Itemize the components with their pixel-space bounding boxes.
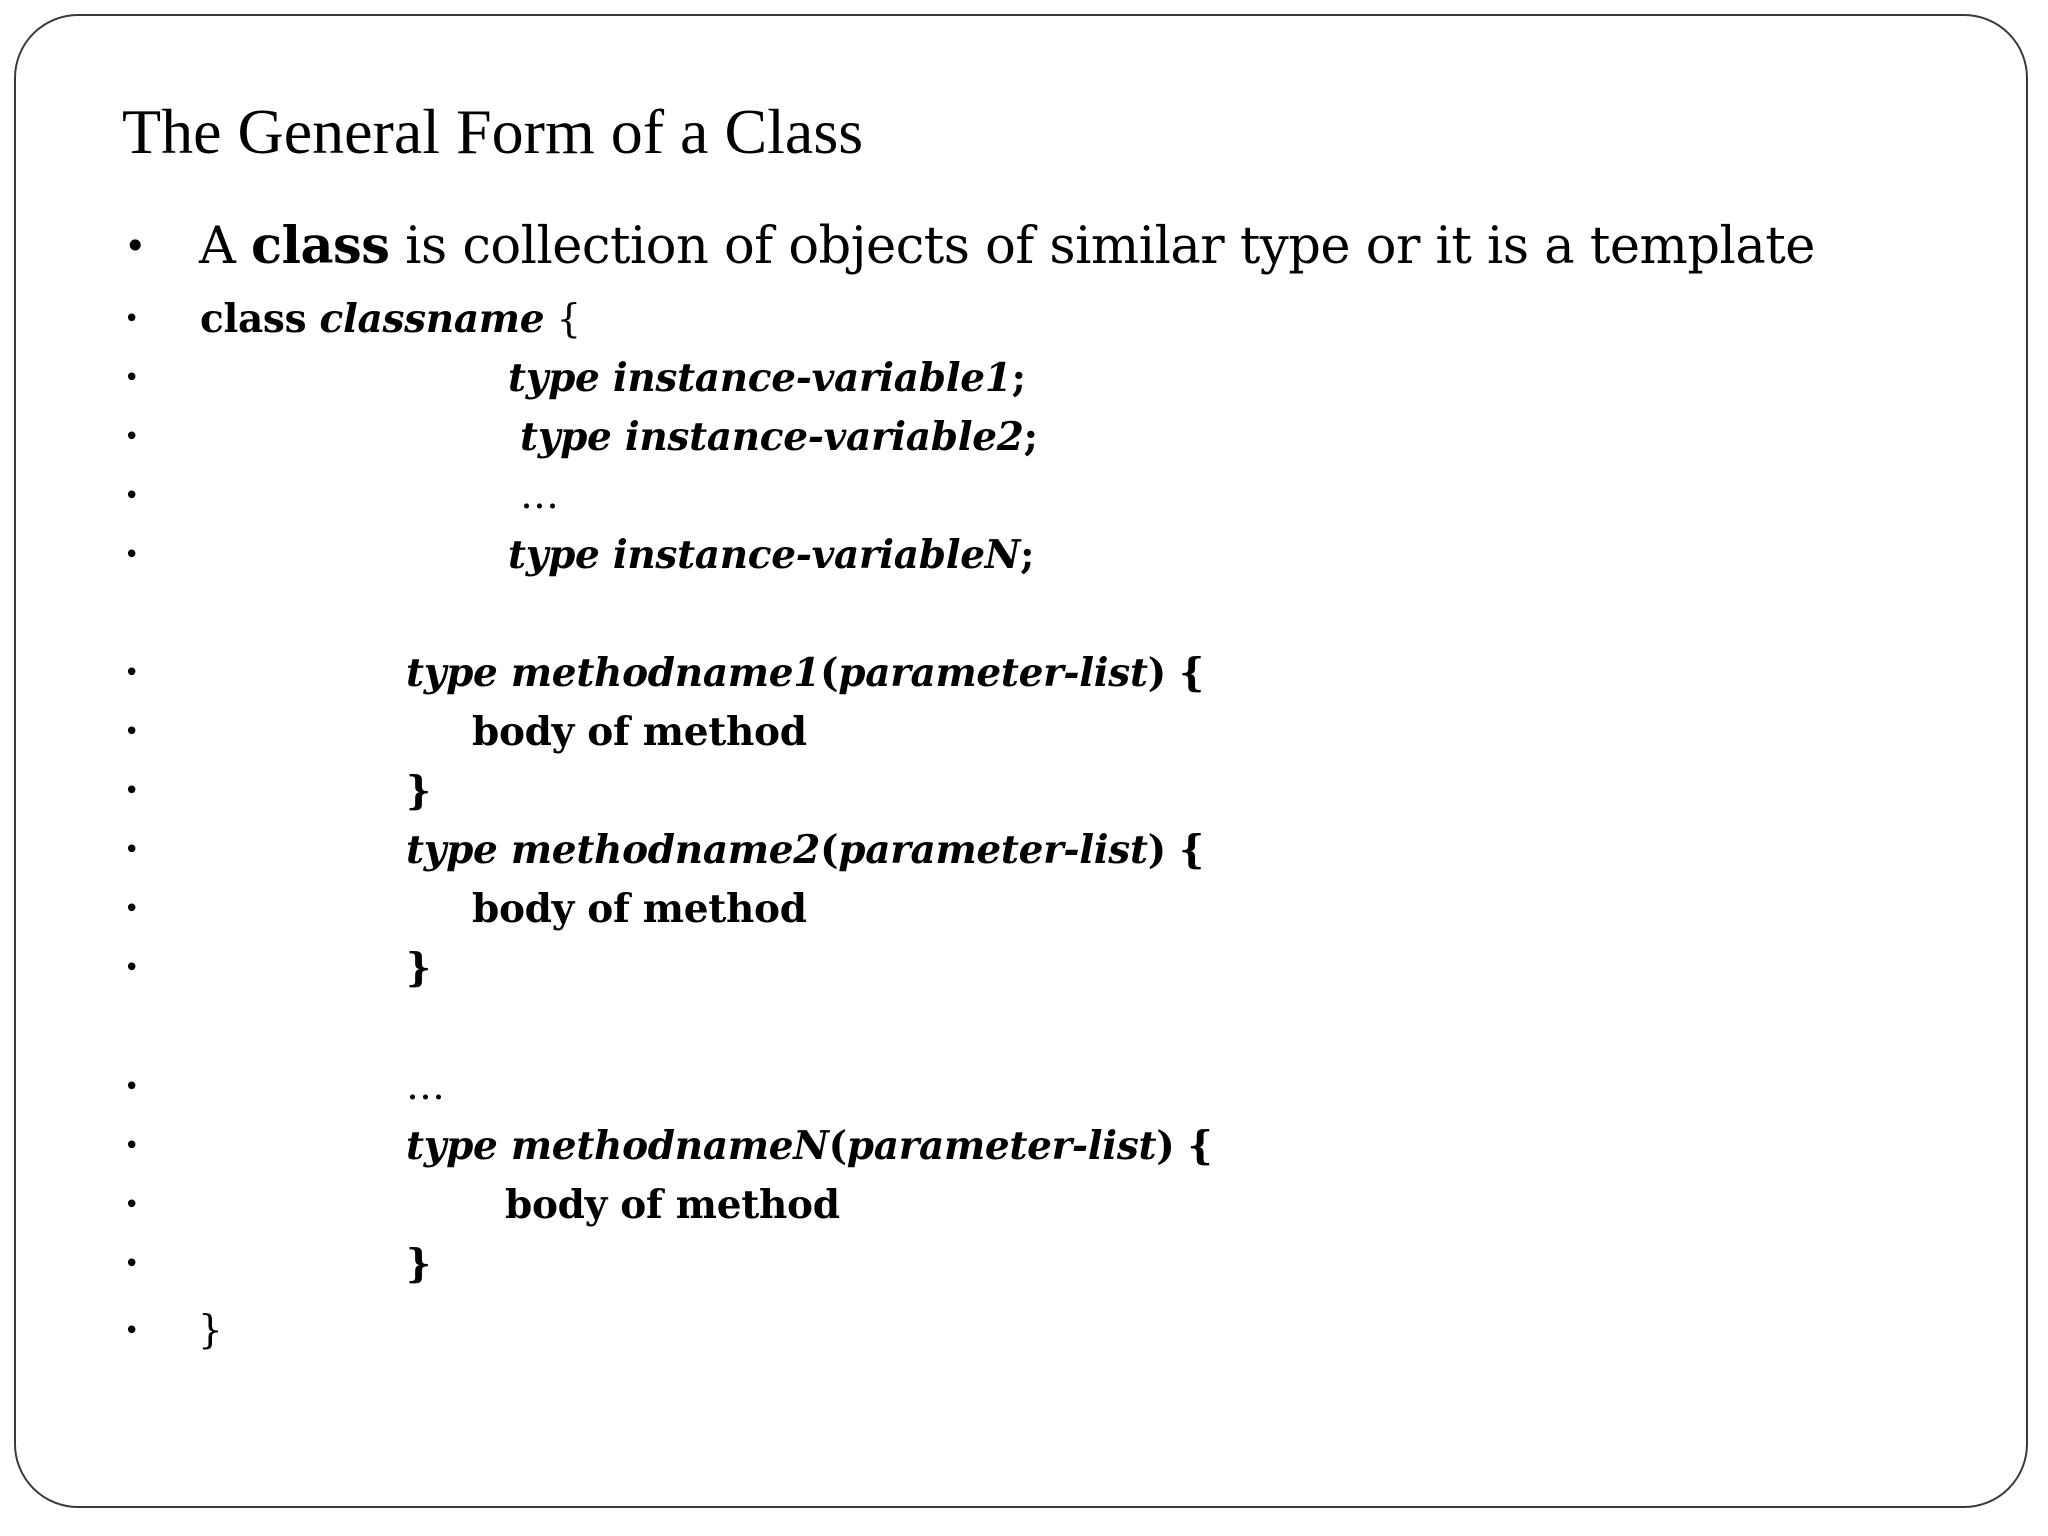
bullet-icon: • <box>124 776 140 806</box>
bullet-icon: • <box>124 304 140 334</box>
class-keyword: class <box>251 216 390 276</box>
bullet-icon: • <box>124 717 140 747</box>
bullet-icon: • <box>124 835 140 865</box>
bullet-icon: • <box>124 1190 140 1220</box>
bullet-icon: • <box>124 1316 140 1346</box>
bullet-icon: • <box>124 422 140 452</box>
bullet-icon: • <box>124 1072 140 1102</box>
bullet-icon: • <box>124 1131 140 1161</box>
bullet-icon: • <box>124 540 140 570</box>
bullet-icon: • <box>124 894 140 924</box>
slide-title: The General Form of a Class <box>122 96 864 167</box>
bullet-icon: • <box>124 224 147 268</box>
bullet-icon: • <box>124 1249 140 1279</box>
intro-text: A class is collection of objects of similar type or it is a template <box>199 216 1815 276</box>
bullet-icon: • <box>124 658 140 688</box>
bullet-icon: • <box>124 481 140 511</box>
bullet-icon: • <box>124 363 140 393</box>
bullet-icon: • <box>124 953 140 983</box>
